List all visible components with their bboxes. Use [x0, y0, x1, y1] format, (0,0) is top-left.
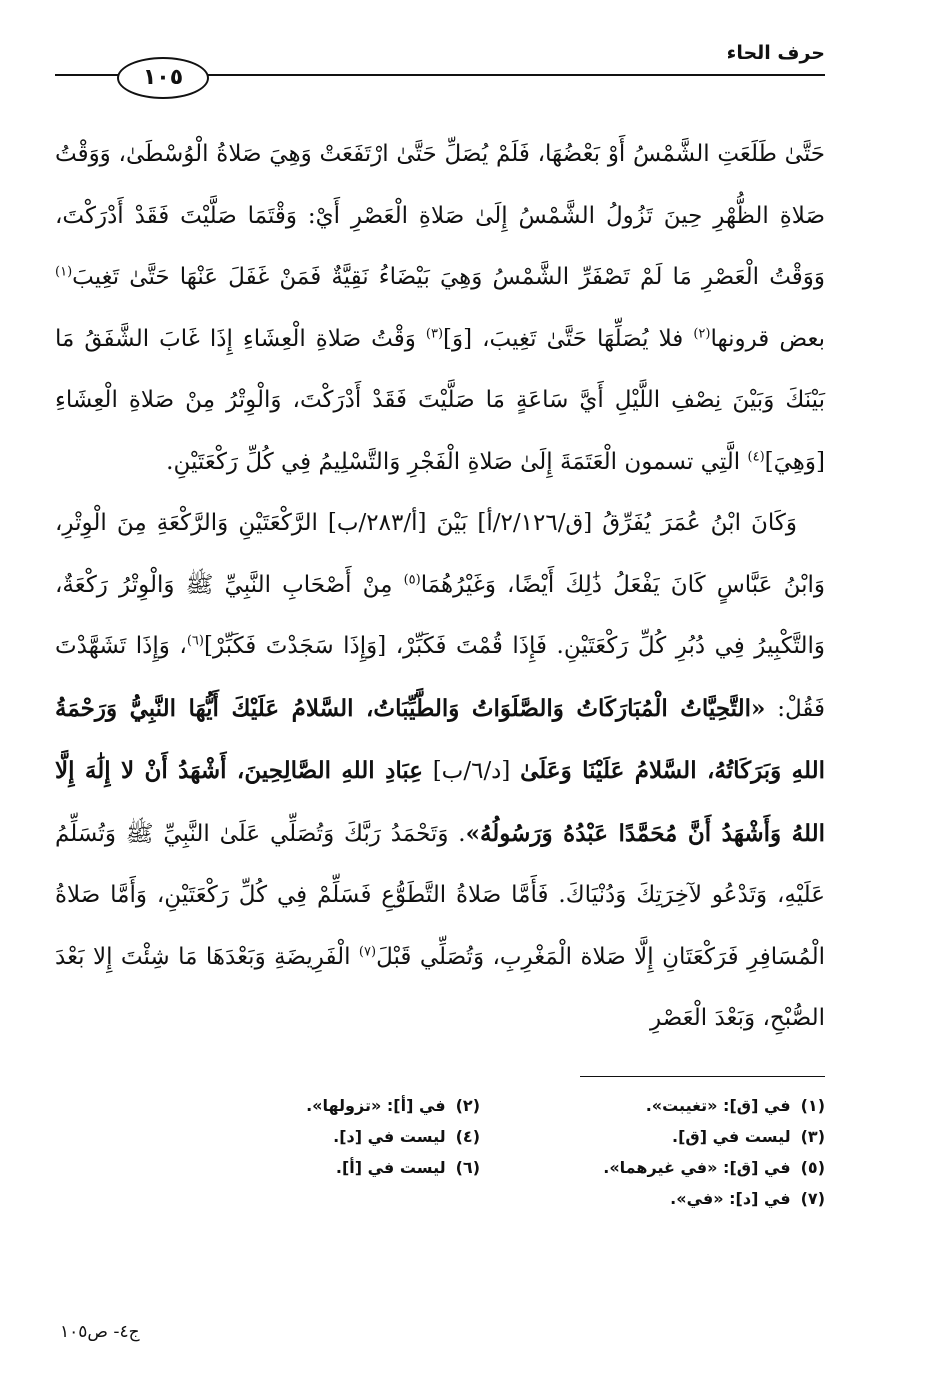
main-text: [55, 124, 825, 1050]
chapter-title: حرف الحاء: [726, 42, 825, 64]
text-run: فلا يُصَلِّهَا حَتَّىٰ تَغِيبَ، [وَ]: [443, 325, 694, 352]
page-header: [55, 32, 825, 112]
footnote-item: [240, 1124, 480, 1149]
footnote-text: في [د]: «في».: [670, 1189, 791, 1208]
footnote-text: في [ق]: «تغيبت».: [645, 1096, 791, 1115]
footnote-number: (٦): [455, 1158, 480, 1177]
footnote-text: ليست في [د].: [333, 1127, 446, 1146]
page-footer: ج٤- ص١٠٥: [60, 1322, 140, 1342]
footnote-ref-4: (٤): [747, 448, 765, 464]
footnote-number: (٢): [455, 1096, 480, 1115]
footnote-number: (٧): [800, 1189, 825, 1208]
footnote-ref-7: (٧): [358, 943, 377, 959]
footnote-item: [240, 1093, 480, 1118]
footnote-number: (٤): [455, 1127, 480, 1146]
footnotes: [240, 1093, 825, 1211]
text-run: مِنْ أَصْحَابِ النَّبِيِّ ﷺ وَالْوِتْرُ رَكْعَةٌ، وَالتَّكْبِيرُ فِي دُبُرِ كُلِّ رَكْعَتَيْنِ. فَإِذَا قُمْتَ فَكَبِّرْ، [وَإِذَا سَجَدْتَ فَكَبِّرْ]: [55, 571, 826, 659]
manuscript-ref: [د/٦/ب]: [423, 758, 521, 784]
text-run: ، وَإِذَا تَشَهَّدْتَ فَقُلْ:: [55, 633, 826, 722]
footnote-number: (٥): [800, 1158, 825, 1177]
footnote-item: [480, 1093, 825, 1118]
page-number: ١٠٥: [117, 57, 209, 99]
footnote-number: (١): [800, 1096, 825, 1115]
footnote-text: ليست في [أ].: [335, 1158, 446, 1177]
paragraph-1: [55, 124, 825, 493]
footnote-text: في [ق]: «في غيرهما».: [603, 1158, 791, 1177]
footnote-ref-5: (٥): [403, 571, 421, 587]
footnote-text: في [أ]: «تزولها».: [306, 1096, 446, 1115]
footnote-ref-1: (١): [55, 264, 73, 280]
footnote-text: ليست في [ق].: [672, 1127, 791, 1146]
tashahhud-text: عِبَادِ اللهِ الصَّالِحِينَ، أَشْهَدُ أَنْ لا إِلَٰهَ إِلَّا اللهُ وَأَشْهَدُ أَنَّ مُحَمَّدًا عَبْدُهُ وَرَسُولُهُ»: [55, 757, 825, 847]
text-run: بعض قرونها: [710, 325, 826, 352]
footnote-item: [480, 1124, 825, 1149]
tashahhud-text: «التَّحِيَّاتُ الْمُبَارَكَاتُ وَالصَّلَوَاتُ وَالطَّيِّبَاتُ، السَّلامُ عَلَيْكَ أَيُّهَا النَّبِيُّ وَرَحْمَةُ اللهِ وَبَرَكَاتُهُ، السَّلامُ عَلَيْنَا وَعَلَىٰ: [55, 694, 826, 784]
text-run: الَّتِي تسمون الْعَتَمَةَ إِلَىٰ صَلاةِ الْفَجْرِ وَالتَّسْلِيمُ فِي كُلِّ رَكْعَتَيْنِ.: [166, 448, 748, 475]
footnote-item: [480, 1186, 825, 1211]
text-run: وَكَانَ ابْنُ عُمَرَ يُفَرِّقُ [ق/٢/١٢٦/أ] بَيْنَ [أ/٢٨٣/ب] الرَّكْعَتَيْنِ وَالرَّكْعَةِ مِنَ الْوِتْرِ، وَابْنُ عَبَّاسٍ كَانَ يَفْعَلُ ذَٰلِكَ أَيْضًا، وَغَيْرُهُمَا: [55, 510, 825, 598]
text-run: حَتَّىٰ طَلَعَتِ الشَّمْسُ أَوْ بَعْضُهَا، فَلَمْ يُصَلِّ حَتَّىٰ ارْتَفَعَتْ وَهِيَ صَلاةُ الْوُسْطَىٰ، وَوَقْتُ صَلاةِ الظُّهْرِ حِينَ تَزُولُ الشَّمْسُ إِلَىٰ صَلاةِ الْعَصْرِ أَيْ: وَقْتَمَا صَلَّيْتَ فَقَدْ أَدْرَكْتَ، وَوَقْتُ الْعَصْرِ مَا لَمْ تَصْفَرِّ الشَّمْسُ وَهِيَ بَيْضَاءُ نَقِيَّةٌ فَمَنْ غَفَلَ عَنْهَا حَتَّىٰ تَغِيبَ: [55, 141, 825, 290]
text-run: الْفَرِيضَةِ وَبَعْدَهَا مَا شِئْتَ إِلا بَعْدَ الصُّبْحِ، وَبَعْدَ الْعَصْرِ: [55, 943, 825, 1031]
paragraph-2: [55, 493, 825, 1050]
text-run: . وَتَحْمَدُ رَبَّكَ وَتُصَلِّي عَلَىٰ النَّبِيِّ ﷺ وَتُسَلِّمُ عَلَيْهِ، وَتَدْعُو لآخِرَتِكَ وَدُنْيَاكَ. فَأَمَّا صَلاةُ التَّطَوُّعِ فَسَلِّمْ فِي كُلِّ رَكْعَتَيْنِ، وَأَمَّا صَلاةُ الْمُسَافِرِ فَرَكْعَتَانِ إِلَّا صَلاة الْمَغْرِبِ، وَتُصَلِّي قَبْلَ: [55, 820, 825, 970]
footnote-ref-2: (٢): [693, 325, 711, 341]
footnote-ref-6: (٦): [186, 633, 204, 649]
footnote-ref-3: (٣): [425, 325, 444, 341]
footnote-number: (٣): [800, 1127, 825, 1146]
footnote-item: [240, 1155, 480, 1180]
text-run: وَقْتُ صَلاةِ الْعِشَاءِ إِذَا غَابَ الشَّفَقُ مَا بَيْنَكَ وَبَيْنَ نِصْفِ اللَّيْلِ أَيَّ سَاعَةٍ مَا صَلَّيْتَ فَقَدْ أَدْرَكْتَ، وَالْوِتْرُ مِنْ صَلاةِ الْعِشَاءِ [وَهِيَ]: [55, 325, 825, 475]
footnote-item: [480, 1155, 825, 1180]
footnote-separator: [580, 1076, 825, 1077]
